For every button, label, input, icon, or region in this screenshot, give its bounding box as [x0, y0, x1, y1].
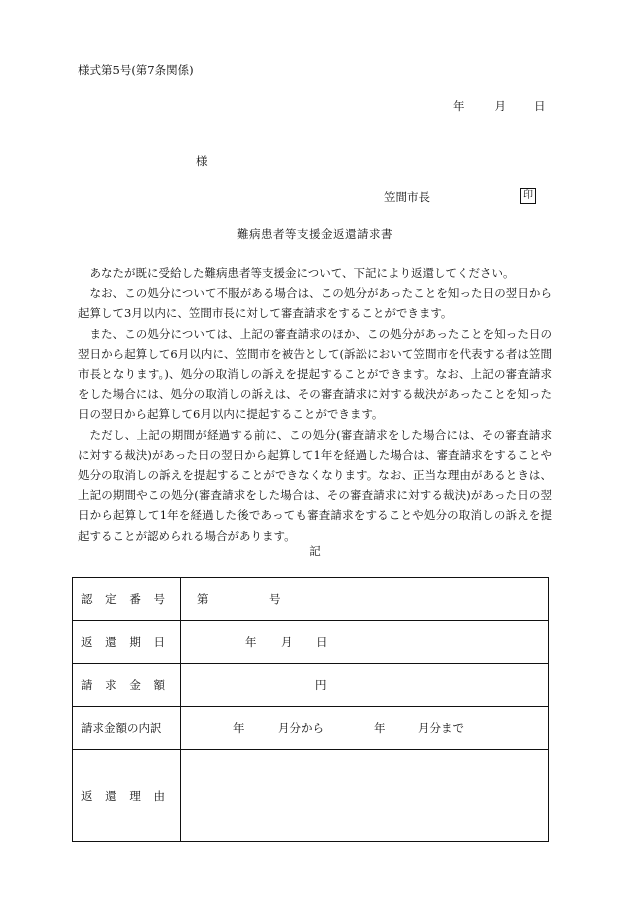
deadline-year: 年: [245, 635, 257, 649]
ki-heading: 記: [309, 544, 321, 558]
breakdown-label: 請求金額の内訳: [73, 707, 181, 750]
row-reason: [73, 750, 549, 842]
claim-amount-value[interactable]: [181, 664, 549, 707]
breakdown-year-2: 年: [374, 721, 386, 735]
breakdown-to: 月分まで: [418, 721, 464, 735]
row-cert-number: [73, 578, 549, 621]
cert-number-suffix: 号: [269, 592, 281, 606]
date-month: 月: [494, 99, 506, 113]
return-deadline-label: 返 還 期 日: [73, 621, 181, 664]
detail-table: [72, 577, 549, 842]
return-deadline-value[interactable]: [181, 621, 549, 664]
claim-amount-label: 請 求 金 額: [73, 664, 181, 707]
cert-number-prefix: 第: [197, 592, 209, 606]
issuer-name: 笠間市長: [384, 190, 430, 204]
paragraph-2: なお、この処分について不服がある場合は、この処分があったことを知った日の翌日から起算して3月以内に、笠間市長に対して審査請求をすることができます。: [78, 286, 552, 321]
form-number: 様式第5号(第7条関係): [78, 63, 194, 77]
paragraph-4: ただし、上記の期間が経過する前に、この処分(審査請求をした場合には、その審査請求に対する裁決)があった日の翌日から起算して1年を経過した場合は、審査請求をすることや処分の取消しの訴えを提起することができなくなります。なお、正当な理由があるときは、上記の期間やこの処分(審査請求をした場合は、その審査請求に対する裁決)があった日の翌日から起算して1年を経過した後であっても審査請求をすることや処分の取消しの訴えを提起することが認められる場合があります。: [78, 427, 552, 543]
cert-number-value[interactable]: [181, 578, 549, 621]
date-year: 年: [453, 99, 465, 113]
row-claim-amount: [73, 664, 549, 707]
paragraph-3: また、この処分については、上記の審査請求のほか、この処分があったことを知った日の翌日から起算して6月以内に、笠間市を被告として(訴訟において笠間市を代表する者は笠間市長となります。)、処分の取消しの訴えを提起することができます。なお、上記の審査請求をした場合には、処分の取消しの訴えは、その審査請求に対する裁決があったことを知った日の翌日から起算して6月以内に提起することができます。: [78, 326, 552, 422]
document-title: 難病患者等支援金返還請求書: [237, 227, 393, 241]
row-breakdown: [73, 707, 549, 750]
seal-mark: 印: [520, 188, 536, 204]
body-text: [78, 263, 552, 546]
recipient-suffix: 様: [196, 154, 208, 168]
breakdown-from: 月分から: [278, 721, 324, 735]
date-day: 日: [534, 99, 546, 113]
deadline-day: 日: [316, 635, 328, 649]
paragraph-1: あなたが既に受給した難病患者等支援金について、下記により返還してください。: [89, 266, 515, 280]
deadline-month: 月: [281, 635, 293, 649]
breakdown-year-1: 年: [233, 721, 245, 735]
row-return-deadline: [73, 621, 549, 664]
cert-number-label: 認 定 番 号: [73, 578, 181, 621]
reason-value[interactable]: [181, 750, 549, 842]
reason-label: 返 還 理 由: [73, 750, 181, 842]
date-line: [453, 98, 546, 114]
claim-amount-unit: 円: [315, 678, 327, 692]
breakdown-value[interactable]: [181, 707, 549, 750]
